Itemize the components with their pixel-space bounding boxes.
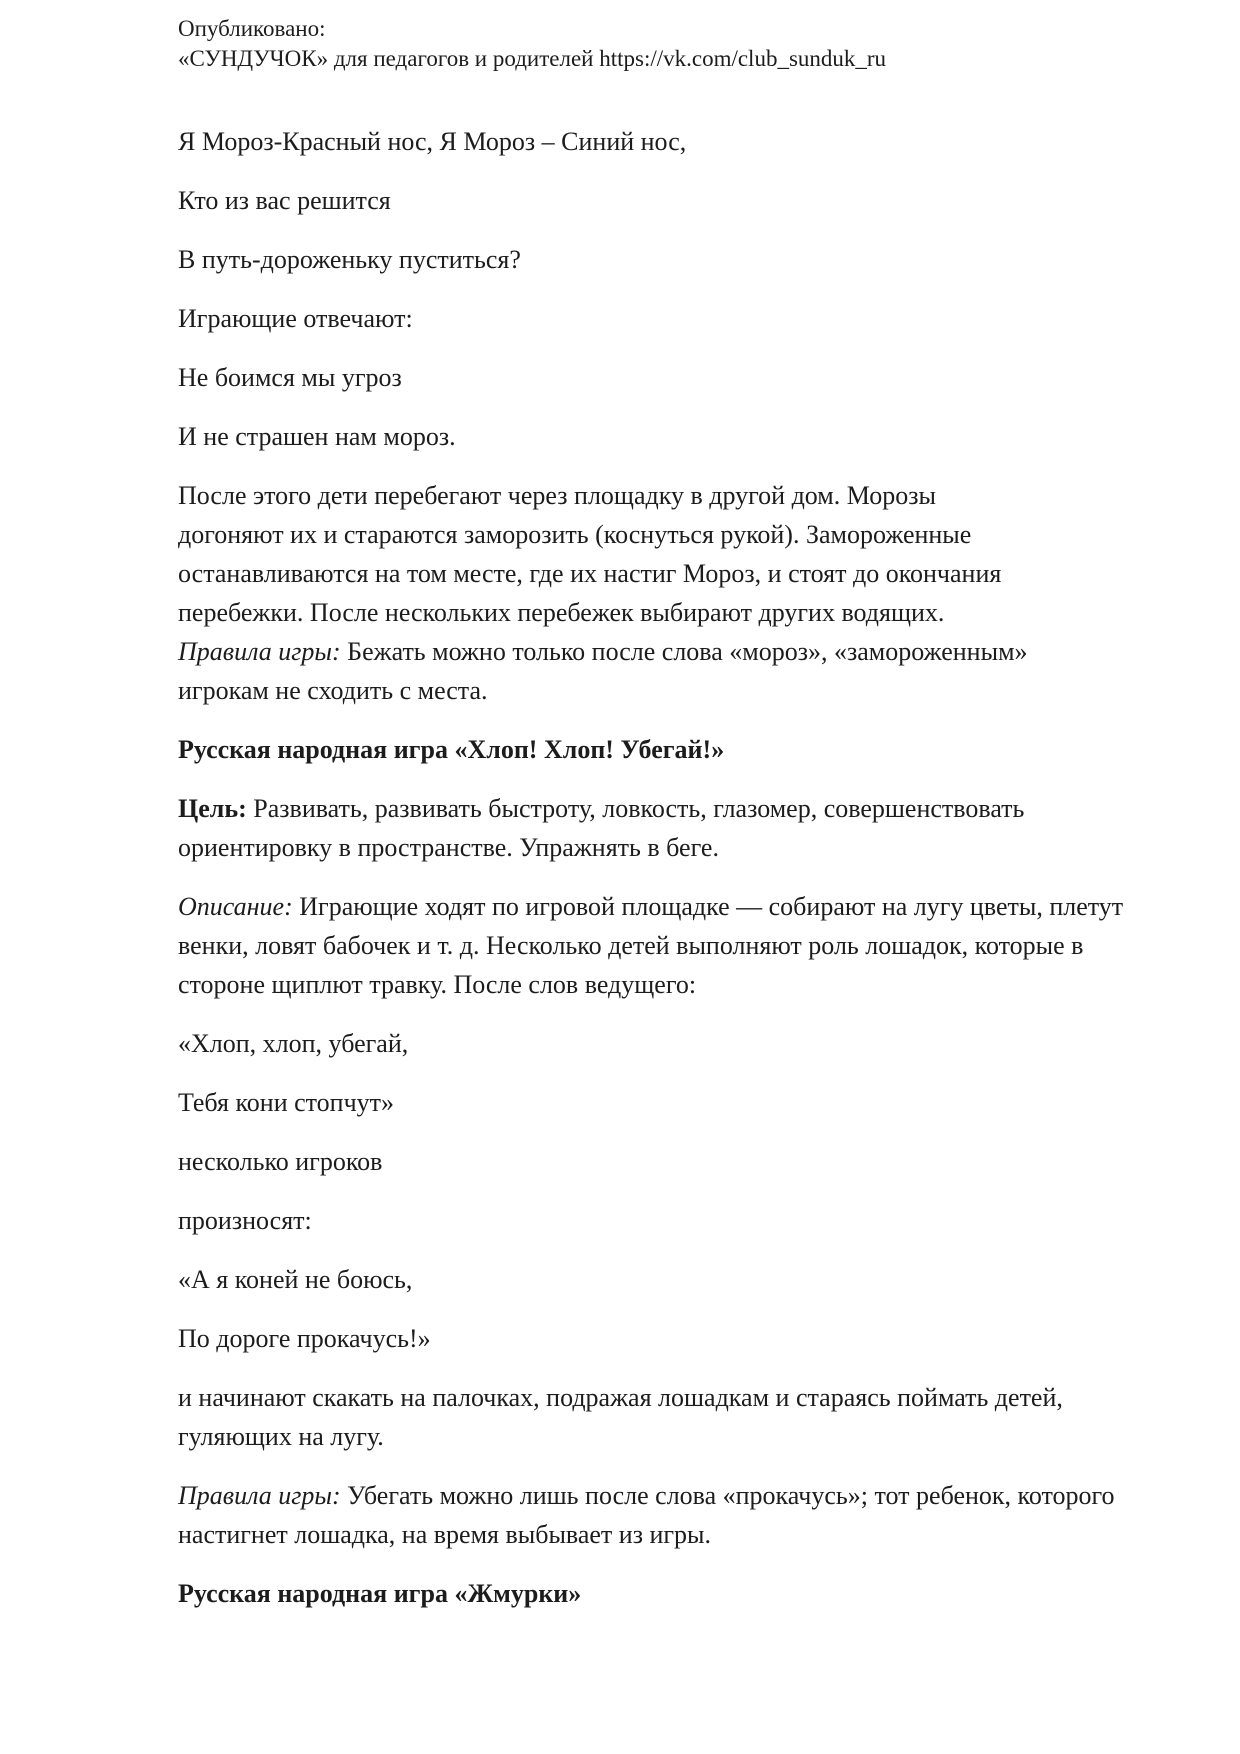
description-text: Играющие ходят по игровой площадке — собирают на лугу цветы, плетут венки, ловят бабочек и т. д. Несколько детей выполняют роль лошадок, которые в стороне щиплют травку. После слов ведущего: [178, 892, 1124, 999]
rules-label: Правила игры: [178, 1481, 341, 1510]
verse-line: В путь-дороженьку пуститься? [178, 245, 521, 274]
rules-label: Правила игры: [178, 637, 341, 666]
section-heading: Русская народная игра «Хлоп! Хлоп! Убегай!» [178, 735, 725, 764]
verse-line: И не страшен нам мороз. [178, 422, 456, 451]
publication-header [178, 14, 886, 74]
goal-paragraph [178, 789, 1168, 867]
rules-text: Убегать можно лишь после слова «прокачусь»; тот ребенок, которого настигнет лошадка, на время выбывает из игры. [178, 1481, 1115, 1549]
goal-text: Развивать, развивать быстроту, ловкость, глазомер, совершенствовать ориентировку в пространстве. Упражнять в беге. [178, 794, 1025, 862]
verse-line: «А я коней не боюсь, [178, 1265, 413, 1294]
document-body [178, 122, 1168, 1633]
goal-label: Цель: [178, 794, 247, 823]
verse-line: По дороге прокачусь!» [178, 1324, 431, 1353]
paragraph: и начинают скакать на палочках, подражая лошадкам и стараясь поймать детей, гуляющих на лугу. [178, 1383, 1063, 1451]
verse-line: Я Мороз-Красный нос, Я Мороз – Синий нос, [178, 127, 687, 156]
verse-line: «Хлоп, хлоп, убегай, [178, 1029, 409, 1058]
verse-line: Кто из вас решится [178, 186, 391, 215]
verse-line: Тебя кони стопчут» [178, 1088, 395, 1117]
paragraph [178, 476, 1038, 710]
publisher-line: «СУНДУЧОК» для педагогов и родителей https://vk.com/club_sunduk_ru [178, 46, 887, 71]
description-paragraph [178, 887, 1168, 1004]
section-heading: Русская народная игра «Жмурки» [178, 1579, 582, 1608]
verse-line: несколько игроков [178, 1147, 383, 1176]
verse-line: Играющие отвечают: [178, 304, 413, 333]
published-label: Опубликовано: [178, 16, 326, 41]
rules-paragraph [178, 1476, 1168, 1554]
description-label: Описание: [178, 892, 293, 921]
paragraph-text: После этого дети перебегают через площадку в другой дом. Морозы догоняют их и стараются заморозить (коснуться рукой). Замороженные останавливаются на том месте, где их настиг Мороз, и стоят до окончания перебежки. После нескольких перебежек выбирают других водящих. [178, 481, 1002, 627]
verse-line: Не боимся мы угроз [178, 363, 402, 392]
rules-text: Бежать можно только после слова «мороз», «замороженным» игрокам не сходить с места. [178, 637, 1028, 705]
verse-line: произносят: [178, 1206, 312, 1235]
